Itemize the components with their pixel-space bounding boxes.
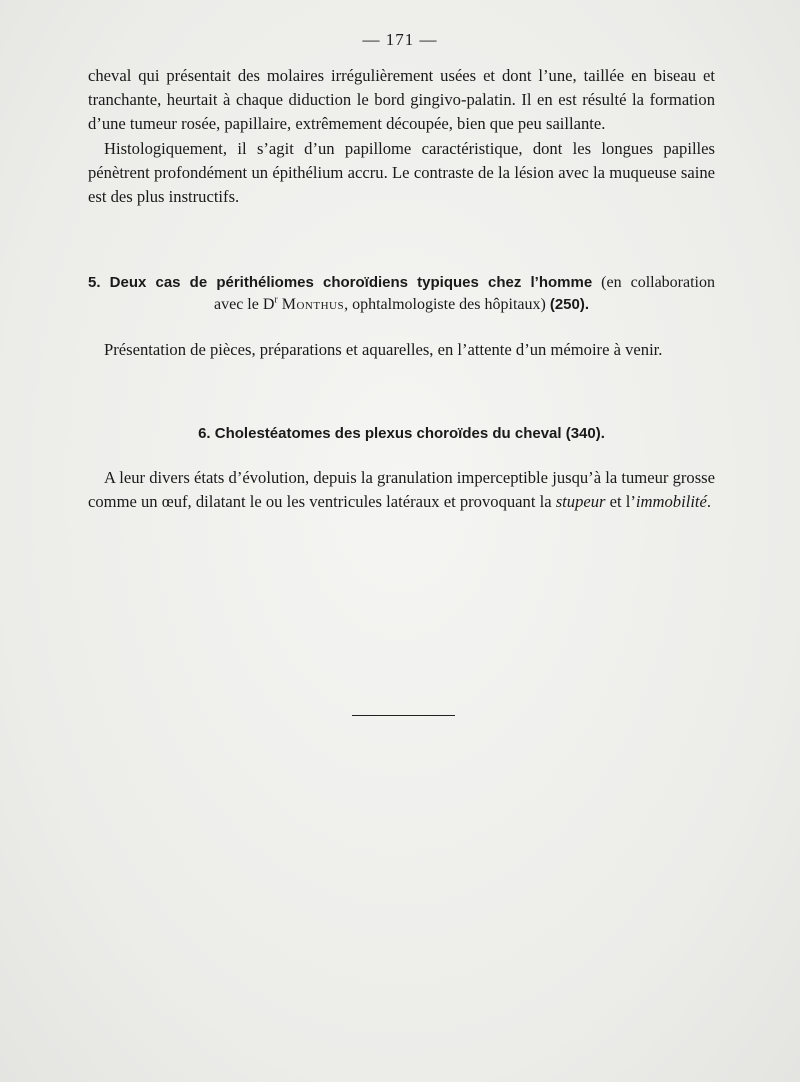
section-6-heading xyxy=(88,425,715,443)
cholesteatoma-text-end: . xyxy=(706,492,712,512)
section-5-collab-with: avec le D xyxy=(213,296,275,313)
italic-stupeur: stupeur xyxy=(555,492,606,512)
section-5-collab-role: , ophtalmologiste des hôpitaux) xyxy=(344,296,546,313)
cholesteatoma-text-middle: et l’ xyxy=(605,492,636,512)
text-block-continued xyxy=(88,64,715,209)
section-5-reference: (250). xyxy=(549,296,590,313)
section-5-collaborator-name: Monthus xyxy=(281,296,345,313)
section-5-title: 5. Deux cas de périthéliomes choroïdiens typiques chez l’homme xyxy=(88,274,593,291)
section-5-collab-open: (en collaboration xyxy=(601,274,715,291)
paragraph-cholesteatoma xyxy=(88,466,715,514)
section-5-body xyxy=(88,338,715,362)
section-5-heading xyxy=(88,272,715,316)
paragraph-presentation: Présentation de pièces, préparations et aquarelles, en l’attente d’un mémoire à venir. xyxy=(104,340,663,359)
end-rule-divider xyxy=(352,715,455,716)
section-6-body xyxy=(88,466,715,514)
paragraph-histology: Histologiquement, il s’agit d’un papillome caractéristique, dont les longues papilles pénètrent profondément un épithélium accru. Le contraste de la lésion avec la muqueuse saine est des plus instructifs. xyxy=(88,138,715,207)
paragraph-horse-molars: cheval qui présentait des molaires irrégulièrement usées et dont l’une, taillée en biseau et tranchante, heurtait à chaque diduction le bord gingivo-palatin. Il en est résulté la formation d’une tumeur rosée, papillaire, extrêmement découpée, bien que peu saillante. xyxy=(88,66,715,134)
cholesteatoma-text-start: A leur divers états d’évolution, depuis la granulation imperceptible jusqu’à la tumeur grosse comme un œuf, dilatant le ou les ventricules latéraux et provoquant la xyxy=(88,468,715,512)
section-6-title: 6. Cholestéatomes des plexus choroïdes du cheval (340). xyxy=(198,425,605,442)
page-number: — 171 — xyxy=(362,30,438,49)
italic-immobilite: immobilité xyxy=(635,492,707,512)
section-5-doctor-sup: r xyxy=(274,294,278,306)
